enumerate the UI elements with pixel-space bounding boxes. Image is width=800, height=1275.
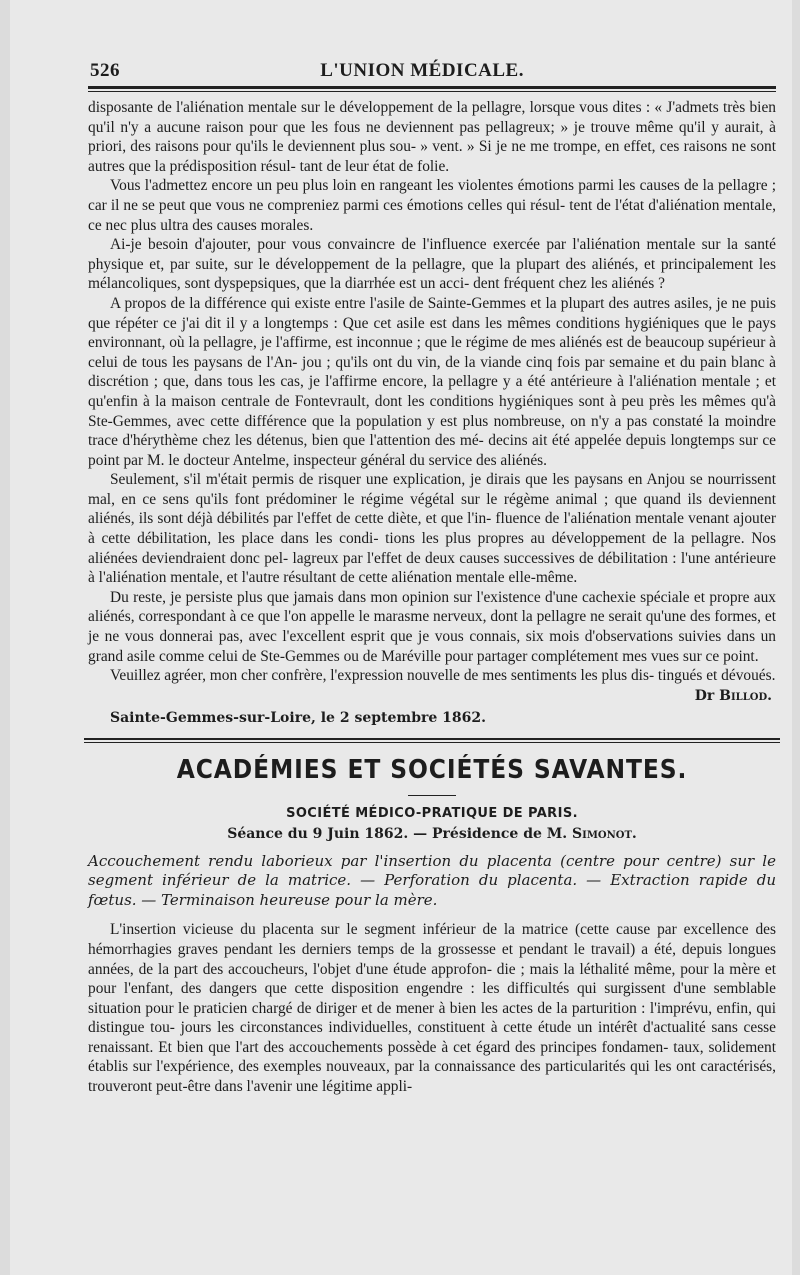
letter-paragraph: disposante de l'aliénation mentale sur le développement de la pellagre, lorsque vous dites : « J'admets très bien qu'il n'y a aucune raison pour que les fous ne deviennent pas pellagreux; » je trouve même qu'il y aurait, à priori, des raisons pour qu'ils le deviennent plus sou- » vent. » Si je ne me trompe, en effet, ces raisons ne sont autres que la prédisposition résul- tant de leur état de folie.	[88, 99, 776, 175]
seance-line	[88, 826, 776, 842]
page-number: 526	[90, 60, 120, 81]
seance-president: Simonot.	[572, 825, 637, 842]
section-divider	[84, 738, 780, 743]
article-paragraph: L'insertion vicieuse du placenta sur le segment inférieur de la matrice (cette cause par excellence des hémorrhagies graves pendant les derniers temps de la grossesse et pendant le travail) a été, depuis longues années, de la part des accoucheurs, l'objet d'une étude approfon- die ; mais la léthalité même, pour la mère et pour l'enfant, des dangers que cette disposition engendre : les difficultés qui surgissent d'une semblable situation pour le praticien chargé de diriger et de mener à bien les actes de la parturition : l'imprévu, enfin, qui distingue tou- jours les circonstances individuelles, constituent à cette étude un intérêt d'actualité sans cesse renaissant. Et bien que l'art des accouchements possède à cet égard des principes fondamen- taux, solidement établis sur l'expérience, des exemples nouveaux, par la connaissance des particularités qui les ont caractérisés, trouveront peut-être dans l'avenir une légitime appli-	[88, 921, 776, 1096]
journal-title: L'UNION MÉDICALE.	[320, 60, 524, 81]
letter-paragraph: A propos de la différence qui existe entre l'asile de Sainte-Gemmes et la plupart des autres asiles, je ne puis que répéter ce j'ai dit il y a longtemps : Que cet asile est dans les mêmes conditions hygiéniques que le pays environnant, où la pellagre, je l'affirme, est inconnue ; que le régime de mes aliénés est de beaucoup supérieur à celui de tous les paysans de l'An- jou ; qu'ils ont du vin, de la viande cinq fois par semaine et du pain blanc à discrétion ; que, dans tous les cas, je l'affirme encore, la pellagre y a été antérieure à l'aliénation mentale ; et qu'enfin à la maison centrale de Fontevrault, dont les conditions hygiéniques sont à peu près les mêmes qu'à Ste-Gemmes, avec cette différence que la population y est plus nombreuse, on n'y a pas constaté la moindre trace d'hérythème chez les détenus, bien que l'attention des mé- decins ait été appelée depuis longtemps sur ce point par M. le docteur Antelme, inspecteur général du service des aliénés.	[88, 294, 776, 469]
article-body	[88, 920, 776, 1096]
signature	[88, 688, 772, 704]
seance-prefix: Séance du 9 Juin 1862. — Présidence de M.	[227, 825, 568, 842]
page	[10, 0, 792, 1275]
section-title: ACADÉMIES ET SOCIÉTÉS SAVANTES.	[176, 754, 688, 785]
title-rule	[408, 795, 456, 796]
signature-name: Billod.	[719, 687, 772, 704]
letter-paragraph: Vous l'admettez encore un peu plus loin en rangeant les violentes émotions parmi les causes de la pellagre ; car il ne se peut que vous ne compreniez parmi ces émotions celles qui résul- tent de l'état d'aliénation mentale, ce nec plus ultra des causes morales.	[88, 177, 776, 234]
letter-body	[88, 98, 776, 686]
society-name: SOCIÉTÉ MÉDICO-PRATIQUE DE PARIS.	[286, 805, 578, 821]
page-content	[88, 60, 776, 1097]
letter-paragraph: Veuillez agréer, mon cher confrère, l'expression nouvelle de mes sentiments les plus dis- tingués et dévoués.	[110, 667, 776, 685]
header-rule	[88, 91, 776, 92]
letter-paragraph: Du reste, je persiste plus que jamais dans mon opinion sur l'existence d'une cachexie spéciale et propre aux aliénés, correspondant à ce que l'on appelle le marasme nerveux, dont la pellagre ne serait qu'une des formes, et je ne vous donnerai pas, avec l'excellent esprit que je vous connais, six mois d'observations suivies dans un grand asile comme celui de Ste-Gemmes ou de Maréville pour partager complétement mes vues sur ce point.	[88, 588, 776, 665]
letter-paragraph: Ai-je besoin d'ajouter, pour vous convaincre de l'influence exercée par l'aliénation mentale sur la santé physique et, par suite, sur le développement de la pellagre, que la plupart des aliénés, et principalement les mélancoliques, sont dyspepsiques, que la diarrhée est un acci- dent fréquent chez les aliénés ?	[88, 236, 776, 293]
signature-prefix: Dr	[694, 687, 715, 704]
date-line: Sainte-Gemmes-sur-Loire, le 2 septembre 1862.	[110, 709, 486, 726]
letter-paragraph: Seulement, s'il m'était permis de risquer une explication, je dirais que les paysans en Anjou se nourrissent mal, en ce sens qu'ils font prédominer le régime végétal sur le régème animal ; que quand ils deviennent aliénés, ils sont déjà débilités par l'effet de cette diète, et que l'in- fluence de l'aliénation mentale venant ajouter à cette débilitation, les place dans les condi- tions les plus propres au développement de la pellagre. Nos aliénées deviendraient donc pel- lagreux par l'effet de deux causes successives de débilitation : l'une antérieure à l'aliénation mentale, et l'autre résultant de cette aliénation mentale elle-même.	[88, 471, 776, 587]
case-title: Accouchement rendu laborieux par l'insertion du placenta (centre pour centre) sur le segment inférieur de la matrice. — Perforation du placenta. — Extraction rapide du fœtus. — Terminaison heureuse pour la mère.	[88, 851, 776, 909]
running-header	[88, 60, 776, 89]
